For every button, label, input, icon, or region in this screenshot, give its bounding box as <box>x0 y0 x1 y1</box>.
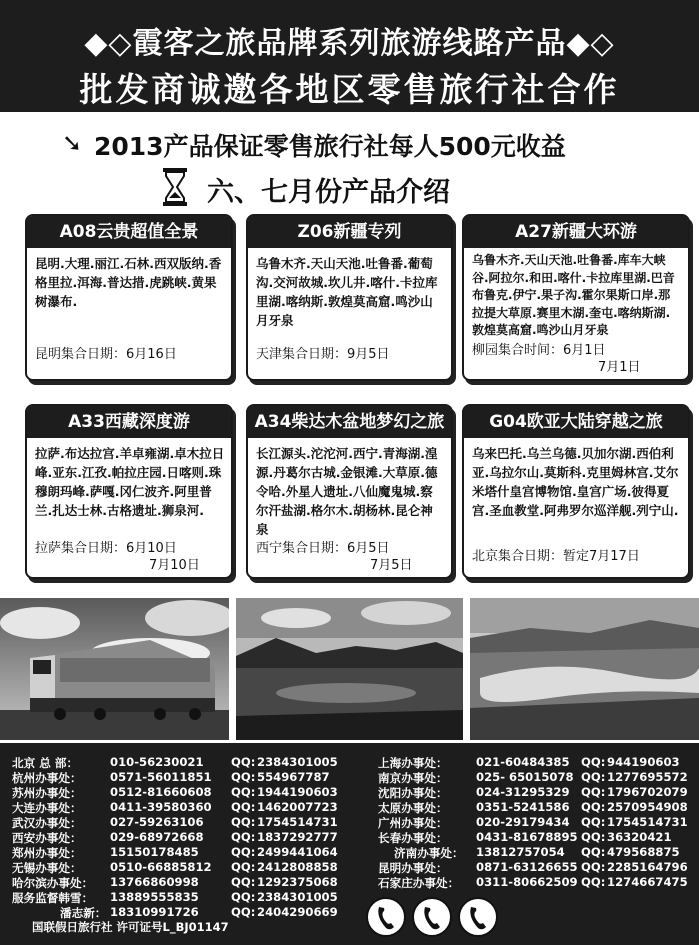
lake-photo <box>236 598 463 740</box>
office-qq: 2412808858 <box>257 860 338 874</box>
intro-heading <box>0 167 699 209</box>
office-phone: 0411-39580360 <box>110 800 212 814</box>
product-desc: 乌鲁木齐.天山天池.吐鲁番.库车大峡谷.阿拉尔.和田.喀什.卡拉库里湖.巴音布鲁克.伊宁.果子沟.霍尔果斯口岸.那拉提大草原.赛里木湖.奎屯.喀纳斯湖.敦煌莫高窟.鸣沙山月牙泉 <box>472 253 675 337</box>
office-name: 哈尔滨办事处： <box>12 876 94 890</box>
office-qq: 1462007723 <box>257 800 338 814</box>
office-qq-label: QQ: <box>581 800 606 814</box>
office-name: 武汉办事处： <box>12 816 82 830</box>
product-title: A08云贵超值全景 <box>27 216 231 248</box>
office-phone: 0311-80662509 <box>476 875 578 889</box>
product-card-a08[interactable] <box>25 214 233 381</box>
office-qq: 1754514731 <box>607 815 688 829</box>
office-qq-label: QQ: <box>231 755 256 769</box>
license-text: 国联假日旅行社 许可证号L_BJ01147 <box>32 920 229 934</box>
office-name: 潘志新： <box>60 906 107 920</box>
tagline <box>0 125 699 163</box>
meet-date: 7月5日 <box>370 558 413 573</box>
product-title: G04欧亚大陆穿越之旅 <box>464 406 688 438</box>
office-qq-label: QQ: <box>581 785 606 799</box>
office-qq-label: QQ: <box>231 785 256 799</box>
office-phone: 15150178485 <box>110 845 199 859</box>
office-phone: 13766860998 <box>110 875 199 889</box>
office-contacts <box>0 743 699 945</box>
office-name: 昆明办事处： <box>378 861 448 875</box>
product-meet <box>256 540 445 574</box>
meet-date: 9月5日 <box>347 347 390 362</box>
product-title: A34柴达木盆地梦幻之旅 <box>248 406 451 438</box>
office-name: 上海办事处： <box>378 756 448 770</box>
office-phone: 024-31295329 <box>476 785 570 799</box>
office-qq: 1277695572 <box>607 770 688 784</box>
office-qq: 1292375068 <box>257 875 338 889</box>
office-name: 无锡办事处： <box>12 861 82 875</box>
office-qq-label: QQ: <box>581 875 606 889</box>
office-qq-label: QQ: <box>231 905 256 919</box>
office-name: 苏州办事处： <box>12 786 82 800</box>
meet-label: 拉萨集合日期： <box>35 541 127 556</box>
office-name: 郑州办事处： <box>12 846 82 860</box>
office-qq: 479568875 <box>607 845 680 859</box>
meet-date: 6月5日 <box>347 541 390 556</box>
office-qq: 944190603 <box>607 755 680 769</box>
product-meet <box>472 342 682 376</box>
office-name: 太原办事处： <box>378 801 448 815</box>
office-name: 杭州办事处： <box>12 771 82 785</box>
header-title-line2: 批发商诚邀各地区零售旅行社合作 <box>79 70 620 109</box>
product-title: A27新疆大环游 <box>464 216 688 248</box>
intro-title: 六、七月份产品介绍 <box>207 177 450 208</box>
office-qq-label: QQ: <box>581 845 606 859</box>
office-qq: 2404290669 <box>257 905 338 919</box>
office-phone: 18310991726 <box>110 905 199 919</box>
office-qq: 2499441064 <box>257 845 338 859</box>
hourglass-icon <box>160 167 190 207</box>
train-image <box>0 598 229 740</box>
office-phone: 021-60484385 <box>476 755 570 769</box>
office-phone: 029-68972668 <box>110 830 204 844</box>
office-phone: 027-59263106 <box>110 815 204 829</box>
office-qq-label: QQ: <box>231 890 256 904</box>
office-phone: 0571-56011851 <box>110 770 212 784</box>
product-card-a34[interactable] <box>246 404 453 579</box>
office-qq: 1274667475 <box>607 875 688 889</box>
office-name: 服务监督韩雪： <box>12 891 94 905</box>
meet-date: 暂定7月17日 <box>563 549 640 564</box>
office-phone: 0431-81678895 <box>476 830 578 844</box>
meet-label: 西宁集合日期： <box>256 541 348 556</box>
office-qq-label: QQ: <box>581 770 606 784</box>
office-qq: 2384301005 <box>257 755 338 769</box>
product-meet <box>35 346 225 363</box>
meet-label: 天津集合日期： <box>256 347 348 362</box>
office-name: 石家庄办事处： <box>378 876 460 890</box>
office-phone: 13889555835 <box>110 890 199 904</box>
office-qq: 1944190603 <box>257 785 338 799</box>
office-qq-label: QQ: <box>231 815 256 829</box>
office-qq: 2285164796 <box>607 860 688 874</box>
meet-date: 7月1日 <box>598 360 641 375</box>
meet-date: 6月1日 <box>563 343 606 358</box>
office-phone: 0512-81660608 <box>110 785 212 799</box>
office-name: 广州办事处： <box>378 816 448 830</box>
product-desc: 长江源头.沱沱河.西宁.青海湖.湟源.丹葛尔古城.金银滩.大草原.德令哈.外星人遗址.八仙魔鬼城.察尔汗盐湖.格尔木.胡杨林.昆仑神泉 <box>256 446 438 537</box>
office-qq: 1796702079 <box>607 785 688 799</box>
tagline-text: 2013产品保证零售旅行社每人500元收益 <box>94 132 566 161</box>
meet-date: 6月10日 <box>126 541 177 556</box>
office-phone: 13812757054 <box>476 845 565 859</box>
meet-date: 7月10日 <box>149 558 200 573</box>
meet-label: 柳园集合时间： <box>472 343 564 358</box>
office-qq-label: QQ: <box>581 755 606 769</box>
product-meet <box>35 540 225 574</box>
train-photo <box>0 598 229 740</box>
header-banner <box>0 0 699 112</box>
office-qq-label: QQ: <box>231 845 256 859</box>
office-phone: 0351-5241586 <box>476 800 570 814</box>
office-qq: 2570954908 <box>607 800 688 814</box>
office-qq-label: QQ: <box>231 875 256 889</box>
lake-image <box>236 598 463 740</box>
office-name: 南京办事处： <box>378 771 448 785</box>
office-qq-label: QQ: <box>231 800 256 814</box>
office-name: 济南办事处： <box>394 846 464 860</box>
river-image <box>470 598 699 740</box>
office-qq: 36320421 <box>607 830 672 844</box>
phone-icon <box>366 895 506 940</box>
phone-icons <box>366 895 506 940</box>
product-desc: 昆明.大理.丽江.石林.西双版纳.香格里拉.洱海.普达措.虎跳峡.黄果树瀑布. <box>35 256 222 309</box>
product-card-z06[interactable] <box>246 214 453 381</box>
office-phone: 0871-63126655 <box>476 860 578 874</box>
office-qq: 1754514731 <box>257 815 338 829</box>
product-card-a27[interactable] <box>462 214 690 381</box>
office-qq-label: QQ: <box>231 830 256 844</box>
office-name: 西安办事处： <box>12 831 82 845</box>
office-qq-label: QQ: <box>231 860 256 874</box>
office-name: 大连办事处： <box>12 801 82 815</box>
header-title-line1: ◆◇霞客之旅品牌系列旅游线路产品◆◇ <box>84 26 615 61</box>
office-qq-label: QQ: <box>231 770 256 784</box>
meet-label: 昆明集合日期： <box>35 347 127 362</box>
product-meet <box>472 548 682 565</box>
office-phone: 025- 65015078 <box>476 770 574 784</box>
office-name: 长春办事处： <box>378 831 448 845</box>
product-desc: 拉萨.布达拉宫.羊卓雍湖.卓木拉日峰.亚东.江孜.帕拉庄园.日喀则.珠穆朗玛峰.萨嘎.冈仁波齐.阿里普兰.扎达士林.古格遗址.狮泉河. <box>35 446 225 518</box>
product-card-a33[interactable] <box>25 404 233 579</box>
office-phone: 0510-66885812 <box>110 860 212 874</box>
river-photo <box>470 598 699 740</box>
office-qq-label: QQ: <box>581 860 606 874</box>
product-title: A33西藏深度游 <box>27 406 231 438</box>
office-qq-label: QQ: <box>581 830 606 844</box>
office-phone: 020-29179434 <box>476 815 570 829</box>
office-name: 沈阳办事处： <box>378 786 448 800</box>
product-meet <box>256 346 445 363</box>
product-title: Z06新疆专列 <box>248 216 451 248</box>
office-name: 北京 总 部： <box>12 756 79 770</box>
meet-date: 6月16日 <box>126 347 177 362</box>
office-qq-label: QQ: <box>581 815 606 829</box>
office-qq: 1837292777 <box>257 830 338 844</box>
office-qq: 2384301005 <box>257 890 338 904</box>
product-card-g04[interactable] <box>462 404 690 579</box>
office-qq: 554967787 <box>257 770 330 784</box>
arrow-down-right-icon: ➘ <box>62 129 83 157</box>
product-desc: 乌鲁木齐.天山天池.吐鲁番.葡萄沟.交河故城.坎儿井.喀什.卡拉库里湖.喀纳斯.敦煌莫高窟.鸣沙山月牙泉 <box>256 256 438 328</box>
meet-label: 北京集合日期： <box>472 549 564 564</box>
product-desc: 乌来巴托.乌兰乌德.贝加尔湖.西伯利亚.乌拉尔山.莫斯科.克里姆林宫.艾尔米塔什皇宫博物馆.皇宫广场.彼得夏宫.圣血教堂.阿弗罗尔巡洋舰.列宁山. <box>472 446 679 518</box>
office-phone: 010-56230021 <box>110 755 204 769</box>
